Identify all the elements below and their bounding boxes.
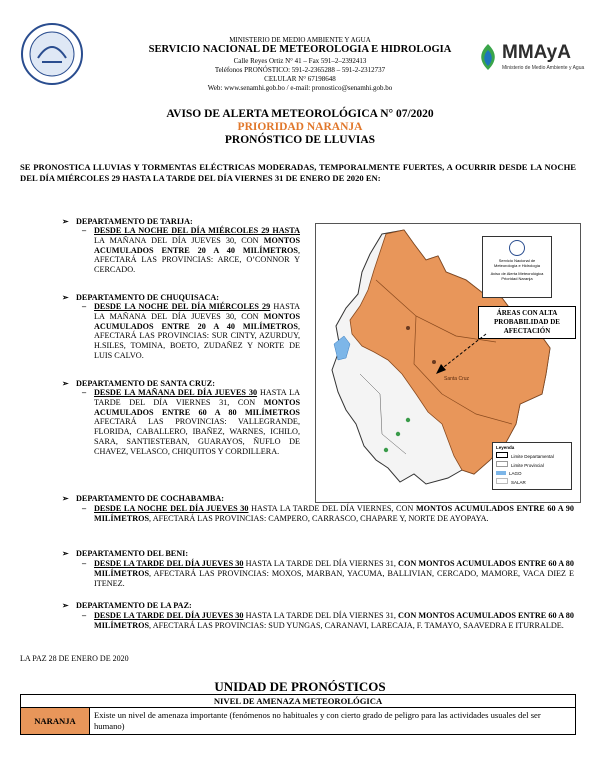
dept-text-la-paz: – DESDE LA TARDE DEL DÍA JUEVES 30 HASTA LA TARDE DEL DÍA VIERNES 31, CON MONTOS ACUMULADOS ENTRE 60 A 80 MILÍMETROS, AFECTARÁ LAS PROVINCIAS: SUD YUNGAS, CARANAVI, LARECAJA, F. TAMAYO, SAAVEDRA E ITURRALDE. xyxy=(82,611,574,630)
web-email: Web: www.senamhi.gob.bo / e-mail: pronostico@senamhi.gob.bo xyxy=(207,84,393,92)
intro-paragraph: SE PRONOSTICA LLUVIAS Y TORMENTAS ELÉCTRICAS MODERADAS, TEMPORALMENTE FUERTES, A OCURRIR DESDE LA NOCHE DEL DÍA MIÉRCOLES 29 HASTA LA TARDE DEL DÍA VIERNES 31 DE ENERO DE 2020 EN: xyxy=(20,162,576,183)
dept-text-tarija: – DESDE LA NOCHE DEL DÍA MIÉRCOLES 29 HASTA LA MAÑANA DEL DÍA JUEVES 30, CON MONTOS ACUMULADOS ENTRE 20 A 40 MILÍMETROS, AFECTARÁ LAS PROVINCIAS: ARCE, O’CONNOR Y CERCADO. xyxy=(82,226,300,275)
map-inset xyxy=(482,236,552,298)
map-callout: ÁREAS CON ALTA PROBABILIDAD DE AFECTACIÓN xyxy=(478,306,576,339)
map-city-label: Santa Cruz xyxy=(444,376,470,382)
mmaya-title: MMAyA xyxy=(502,42,571,63)
dept-heading-beni: ➢ DEPARTAMENTO DEL BENI: xyxy=(62,549,189,558)
dept-heading-la-paz: ➢ DEPARTAMENTO DE LA PAZ: xyxy=(62,601,192,610)
dept-heading-cochabamba: ➢ DEPARTAMENTO DE COCHABAMBA: xyxy=(62,494,224,503)
issue-date: LA PAZ 28 DE ENERO DE 2020 xyxy=(20,654,129,663)
phones: Teléfonos PRONÓSTICO: 591-2-2365288 – 591-2-2312737 xyxy=(214,66,386,74)
priority-label: PRIORIDAD NARANJA xyxy=(237,121,363,133)
inset-logo xyxy=(509,240,525,256)
legend-item-prov: Limite Provincial xyxy=(496,461,568,470)
ministry-name: MINISTERIO DE MEDIO AMBIENTE Y AGUA xyxy=(229,36,371,44)
inset-line-3: Aviso de Alerta Meteorológica xyxy=(490,271,544,276)
legend-item-salar: SALAR xyxy=(496,478,568,487)
dept-heading-santa-cruz: ➢ DEPARTAMENTO DE SANTA CRUZ: xyxy=(62,379,215,388)
dept-text-santa-cruz: – DESDE LA MAÑANA DEL DÍA JUEVES 30 HASTA LA TARDE DEL DÍA VIERNES 31, CON MONTOS ACUMULADOS ENTRE 60 A 80 MILÍMETROS AFECTARÁ LAS PROVINCIAS: VALLEGRANDE, FLORIDA, CABALLERO, IBAÑEZ, WARNES, ICHILO, SARA, SANTIESTEBAN, GUARAYOS, ÑUFLO DE CHAVEZ, VELASCO, CHIQUITOS Y CORDILLERA. xyxy=(82,388,300,456)
address: Calle Reyes Ortiz N° 41 – Fax 591–2–2392413 xyxy=(233,57,367,65)
inset-line-2: Meteorología e Hidrología xyxy=(493,263,541,268)
dept-heading-tarija: ➢ DEPARTAMENTO DE TARIJA: xyxy=(62,217,193,226)
dept-text-beni: – DESDE LA TARDE DEL DÍA JUEVES 30 HASTA LA TARDE DEL DÍA VIERNES 31, CON MONTOS ACUMULADOS ENTRE 60 A 80 MILÍMETROS, AFECTARÁ LAS PROVINCIAS: MOXOS, MARBAN, YACUMA, BALLIVIAN, CERCADO, MAMORE, VACA DIEZ E ITENEZ. xyxy=(82,559,574,588)
dept-text-cochabamba: – DESDE LA NOCHE DEL DÍA JUEVES 30 HASTA LA TARDE DEL DÍA VIERNES, CON MONTOS ACUMULADOS ENTRE 60 A 90 MILÍMETROS, AFECTARÁ LAS PROVINCIAS: CAMPERO, CARRASCO, CHAPARE Y, NORTE DE AYOPAYA. xyxy=(82,504,574,523)
inset-line-1: Servicio Nacional de xyxy=(498,258,536,263)
callout-arrow xyxy=(430,330,490,380)
legend-title: Leyenda xyxy=(496,445,515,450)
threat-table-header: NIVEL DE AMENAZA METEOROLÓGICA xyxy=(21,695,576,708)
mmaya-subtitle: Ministerio de Medio Ambiente y Agua xyxy=(502,65,585,71)
notice-title: AVISO DE ALERTA METEOROLÓGICA N° 07/2020 xyxy=(166,108,434,120)
inset-line-4: Prioridad Naranja xyxy=(501,276,533,281)
map-legend xyxy=(492,442,572,490)
level-cell: NARANJA xyxy=(21,708,90,735)
notice-subtitle: PRONÓSTICO DE LLUVIAS xyxy=(224,134,376,146)
unit-title: UNIDAD DE PRONÓSTICOS xyxy=(214,679,386,694)
dept-text-chuquisaca: – DESDE LA NOCHE DEL DÍA MIÉRCOLES 29 HASTA LA MAÑANA DEL DÍA JUEVES 30, CON MONTOS ACUMULADOS ENTRE 20 A 40 MILÍMETROS, AFECTARÁ LAS PROVINCIAS: SUR CINTY, AZURDUY, H.SILES, TOMINA, BOETO, ZUDAÑEZ Y NORTE DE LUIS CALVO. xyxy=(82,302,301,360)
cellphone: CELULAR N° 67198648 xyxy=(264,75,336,83)
threat-level-table xyxy=(20,694,576,735)
legend-item-dept: Limite Departamental xyxy=(496,452,568,461)
legend-item-lake: LAGO xyxy=(496,470,568,478)
dept-heading-chuquisaca: ➢ DEPARTAMENTO DE CHUQUISACA: xyxy=(62,293,219,302)
level-description: Existe un nivel de amenaza importante (fenómenos no habituales y con cierto grado de peligro para las actividades usuales del ser humano) xyxy=(90,708,576,735)
organization-name: SERVICIO NACIONAL DE METEOROLOGIA E HIDROLOGIA xyxy=(148,44,452,55)
mmaya-logo xyxy=(472,40,585,80)
senamhi-logo xyxy=(20,22,84,86)
